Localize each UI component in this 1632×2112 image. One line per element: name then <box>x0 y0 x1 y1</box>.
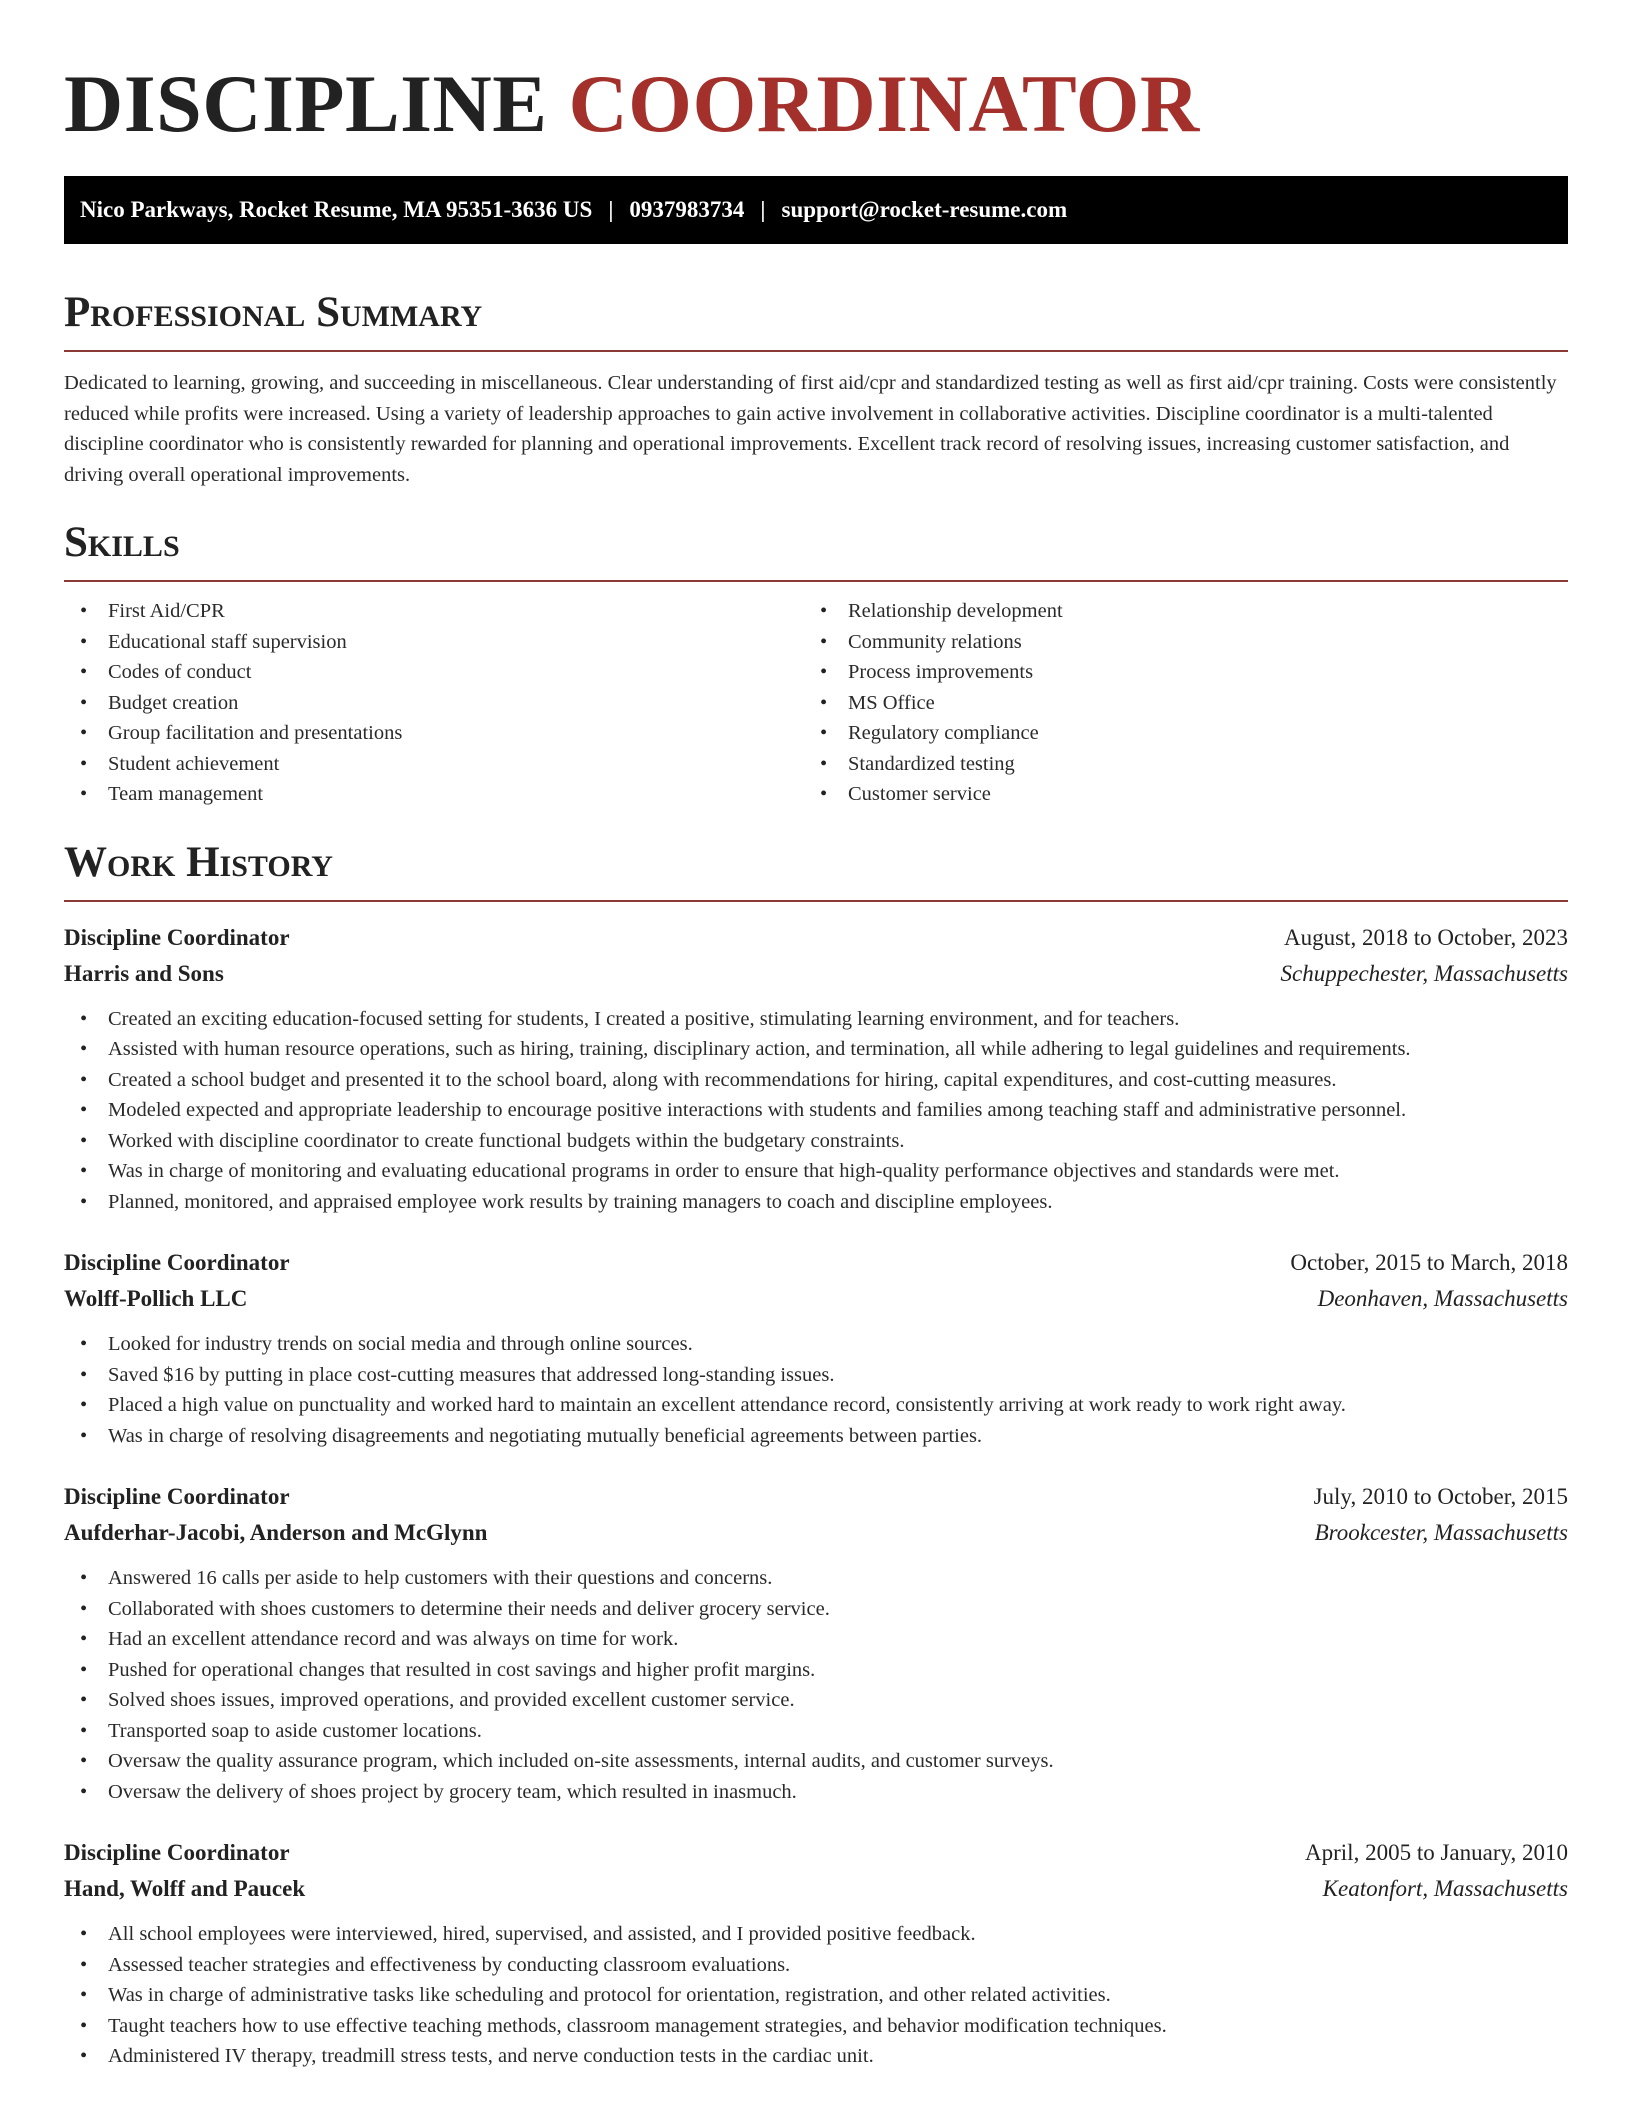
job-entry <box>64 920 1568 1218</box>
job-bullet: • Placed a high value on punctuality and worked hard to maintain an excellent attendance record, consistently arriving at work ready to work right away. <box>64 1390 1568 1421</box>
skill-item: • Relationship development <box>804 596 1544 627</box>
job-company-row <box>64 956 1568 992</box>
job-bullet: • Oversaw the quality assurance program, which included on-site assessments, internal audits, and customer surveys. <box>64 1746 1568 1777</box>
job-bullet: • Was in charge of resolving disagreements and negotiating mutually beneficial agreements between parties. <box>64 1421 1568 1452</box>
skills-column-right <box>804 596 1544 810</box>
skill-item: • Student achievement <box>64 749 804 780</box>
skills-heading: Skills <box>64 519 180 566</box>
job-company-row <box>64 1515 1568 1551</box>
job-company: Aufderhar-Jacobi, Anderson and McGlynn <box>64 1520 488 1545</box>
section-divider <box>64 580 1568 582</box>
skills-list <box>64 596 1568 810</box>
title-part-1: DISCIPLINE <box>64 58 548 149</box>
job-location: Deonhaven, Massachusetts <box>1317 1286 1568 1311</box>
summary-text: Dedicated to learning, growing, and succeeding in miscellaneous. Clear understanding of first aid/cpr and standardized testing as well as first aid/cpr training. Costs were consistently reduced while profits were increased. Using a variety of leadership approaches to gain active involvement in collaborative activities. Discipline coordinator is a multi-talented discipline coordinator who is consistently rewarded for planning and operational improvements. Excellent track record of resolving issues, increasing customer satisfaction, and driving overall operational improvements. <box>64 372 1557 486</box>
job-bullets <box>64 1563 1568 1807</box>
contact-email: support@rocket-resume.com <box>781 197 1068 222</box>
job-bullets <box>64 1329 1568 1451</box>
job-bullet: • Transported soap to aside customer locations. <box>64 1716 1568 1747</box>
job-bullet: • Assisted with human resource operations, such as hiring, training, disciplinary action, and termination, all while adhering to legal guidelines and requirements. <box>64 1034 1568 1065</box>
job-bullet: • Planned, monitored, and appraised employee work results by training managers to coach and discipline employees. <box>64 1187 1568 1218</box>
section-divider <box>64 350 1568 352</box>
skill-item: • Team management <box>64 779 804 810</box>
job-bullet: • Was in charge of administrative tasks like scheduling and protocol for orientation, registration, and other related activities. <box>64 1980 1568 2011</box>
job-bullet: • Had an excellent attendance record and was always on time for work. <box>64 1624 1568 1655</box>
job-dates: August, 2018 to October, 2023 <box>1284 924 1568 950</box>
section-divider <box>64 900 1568 902</box>
work-history-section <box>64 836 1568 2072</box>
job-company-row <box>64 1281 1568 1317</box>
job-entry <box>64 1479 1568 1807</box>
skill-item: • First Aid/CPR <box>64 596 804 627</box>
job-bullet: • Created a school budget and presented it to the school board, along with recommendations for hiring, capital expenditures, and cost-cutting measures. <box>64 1065 1568 1096</box>
skill-item: • Process improvements <box>804 657 1544 688</box>
contact-separator: | <box>760 197 766 222</box>
job-title: Discipline Coordinator <box>64 1840 290 1865</box>
skill-item: • Budget creation <box>64 688 804 719</box>
job-header-row <box>64 1835 1568 1871</box>
job-header-row <box>64 920 1568 956</box>
skill-item: • Customer service <box>804 779 1544 810</box>
summary-heading: Professional Summary <box>64 289 483 336</box>
job-company-row <box>64 1871 1568 1907</box>
job-company: Harris and Sons <box>64 960 224 986</box>
job-header-row <box>64 1245 1568 1281</box>
job-bullet: • Modeled expected and appropriate leadership to encourage positive interactions with students and families among teaching staff and administrative personnel. <box>64 1095 1568 1126</box>
job-bullet: • Taught teachers how to use effective teaching methods, classroom management strategies, and behavior modification techniques. <box>64 2011 1568 2042</box>
job-title: Discipline Coordinator <box>64 1250 290 1275</box>
skill-item: • Regulatory compliance <box>804 718 1544 749</box>
job-location: Schuppechester, Massachusetts <box>1280 960 1568 986</box>
job-bullet: • Saved $16 by putting in place cost-cutting measures that addressed long-standing issues. <box>64 1360 1568 1391</box>
skill-item: • Group facilitation and presentations <box>64 718 804 749</box>
job-company: Hand, Wolff and Paucek <box>64 1876 306 1901</box>
skills-column-left <box>64 596 804 810</box>
job-entry <box>64 1245 1568 1451</box>
job-bullet: • Looked for industry trends on social media and through online sources. <box>64 1329 1568 1360</box>
work-history-heading: Work History <box>64 838 333 886</box>
job-bullet: • Pushed for operational changes that resulted in cost savings and higher profit margins. <box>64 1655 1568 1686</box>
job-bullet: • Solved shoes issues, improved operations, and provided excellent customer service. <box>64 1685 1568 1716</box>
skill-item: • Codes of conduct <box>64 657 804 688</box>
job-company: Wolff-Pollich LLC <box>64 1286 248 1311</box>
job-bullet: • Worked with discipline coordinator to create functional budgets within the budgetary constraints. <box>64 1126 1568 1157</box>
job-title: Discipline Coordinator <box>64 924 290 950</box>
job-dates: July, 2010 to October, 2015 <box>1313 1484 1568 1509</box>
job-entry <box>64 1835 1568 2072</box>
job-header-row <box>64 1479 1568 1515</box>
job-bullet: • Assessed teacher strategies and effectiveness by conducting classroom evaluations. <box>64 1950 1568 1981</box>
contact-bar <box>64 176 1568 244</box>
job-bullet: • Administered IV therapy, treadmill stress tests, and nerve conduction tests in the cardiac unit. <box>64 2041 1568 2072</box>
skill-item: • Educational staff supervision <box>64 627 804 658</box>
skill-item: • MS Office <box>804 688 1544 719</box>
job-bullet: • All school employees were interviewed, hired, supervised, and assisted, and I provided positive feedback. <box>64 1919 1568 1950</box>
skills-section <box>64 516 1568 810</box>
job-bullet: • Was in charge of monitoring and evaluating educational programs in order to ensure that high-quality performance objectives and standards were met. <box>64 1156 1568 1187</box>
job-location: Brookcester, Massachusetts <box>1314 1520 1568 1545</box>
resume-title <box>64 54 1568 154</box>
summary-section <box>64 286 1568 490</box>
job-bullets <box>64 1004 1568 1218</box>
skill-item: • Community relations <box>804 627 1544 658</box>
contact-address: Nico Parkways, Rocket Resume, MA 95351-3636 US <box>80 197 593 222</box>
job-bullets <box>64 1919 1568 2072</box>
contact-phone: 0937983734 <box>629 197 745 222</box>
job-dates: April, 2005 to January, 2010 <box>1305 1840 1568 1865</box>
job-dates: October, 2015 to March, 2018 <box>1290 1250 1568 1275</box>
job-bullet: • Created an exciting education-focused setting for students, I created a positive, stimulating learning environment, and for teachers. <box>64 1004 1568 1035</box>
job-bullet: • Oversaw the delivery of shoes project by grocery team, which resulted in inasmuch. <box>64 1777 1568 1808</box>
contact-separator: | <box>608 197 614 222</box>
job-title: Discipline Coordinator <box>64 1484 290 1509</box>
job-bullet: • Answered 16 calls per aside to help customers with their questions and concerns. <box>64 1563 1568 1594</box>
title-part-2: COORDINATOR <box>568 58 1200 149</box>
skill-item: • Standardized testing <box>804 749 1544 780</box>
job-location: Keatonfort, Massachusetts <box>1322 1876 1568 1901</box>
job-bullet: • Collaborated with shoes customers to determine their needs and deliver grocery service. <box>64 1594 1568 1625</box>
